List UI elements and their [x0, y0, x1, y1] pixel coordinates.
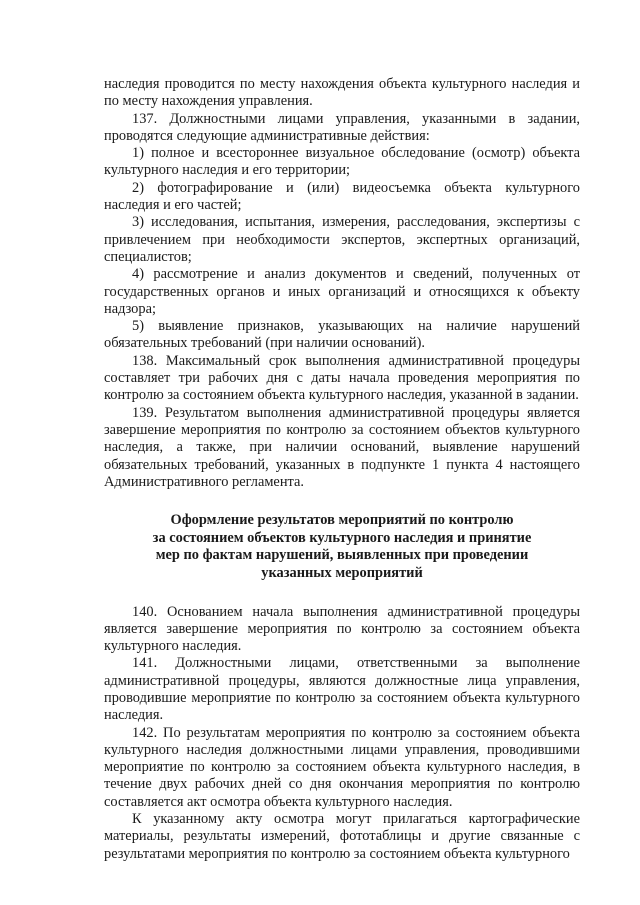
list-item-2: 2) фотографирование и (или) видеосъемка объекта культурного наследия и его частей; [104, 179, 580, 214]
paragraph-140: 140. Основанием начала выполнения административной процедуры является завершение мероприятия по контролю за состоянием объекта культурного наследия. [104, 603, 580, 655]
paragraph-139: 139. Результатом выполнения административной процедуры является завершение мероприятия по контролю за состоянием объектов культурного наследия, а также, при наличии оснований, выявление нарушений обязательных требований, указанных в подпункте 1 пункта 4 настоящего Административного регламента. [104, 404, 580, 490]
paragraph-attachments: К указанному акту осмотра могут прилагаться картографические материалы, результаты измерений, фототаблицы и другие связанные с результатами мероприятия по контролю за состоянием объекта культурного [104, 811, 580, 862]
paragraph-137: 137. Должностными лицами управления, указанными в задании, проводятся следующие административные действия: [104, 110, 580, 144]
paragraph-continuation: наследия проводится по месту нахождения объекта культурного наследия и по месту нахождения управления. [104, 76, 580, 110]
heading-line-1: Оформление результатов мероприятий по контролю [170, 512, 514, 529]
list-item-4: 4) рассмотрение и анализ документов и сведений, полученных от государственных органов и иных организаций и относящихся к объекту надзора; [104, 266, 580, 317]
heading-line-4: указанных мероприятий [261, 564, 423, 581]
paragraph-141: 141. Должностными лицами, ответственными за выполнение административной процедуры, являются должностные лица управления, проводившие мероприятие по контролю за состоянием объекта культурного наследия. [104, 655, 580, 724]
paragraph-138: 138. Максимальный срок выполнения административной процедуры составляет три рабочих дня с даты начала проведения мероприятия по контролю за состоянием объекта культурного наследия, указанной в задании. [104, 352, 580, 404]
heading-line-3: мер по фактам нарушений, выявленных при проведении [155, 547, 529, 564]
heading-line-2: за состоянием объектов культурного наследия и принятие [152, 529, 532, 546]
document-body [104, 76, 580, 863]
section-heading [104, 512, 580, 582]
paragraph-142: 142. По результатам мероприятия по контролю за состоянием объекта культурного наследия должностными лицами управления, проводившими мероприятие по контролю за состоянием объекта культурного наследия, в течение двух рабочих дней со дня окончания мероприятия по контролю составляется акт осмотра объекта культурного наследия. [104, 724, 580, 810]
list-item-5: 5) выявление признаков, указывающих на наличие нарушений обязательных требований (при наличии оснований). [104, 318, 580, 352]
list-item-3: 3) исследования, испытания, измерения, расследования, экспертизы с привлечением при необходимости экспертов, экспертных организаций, специалистов; [104, 214, 580, 265]
list-item-1: 1) полное и всестороннее визуальное обследование (осмотр) объекта культурного наследия и его территории; [104, 145, 580, 179]
